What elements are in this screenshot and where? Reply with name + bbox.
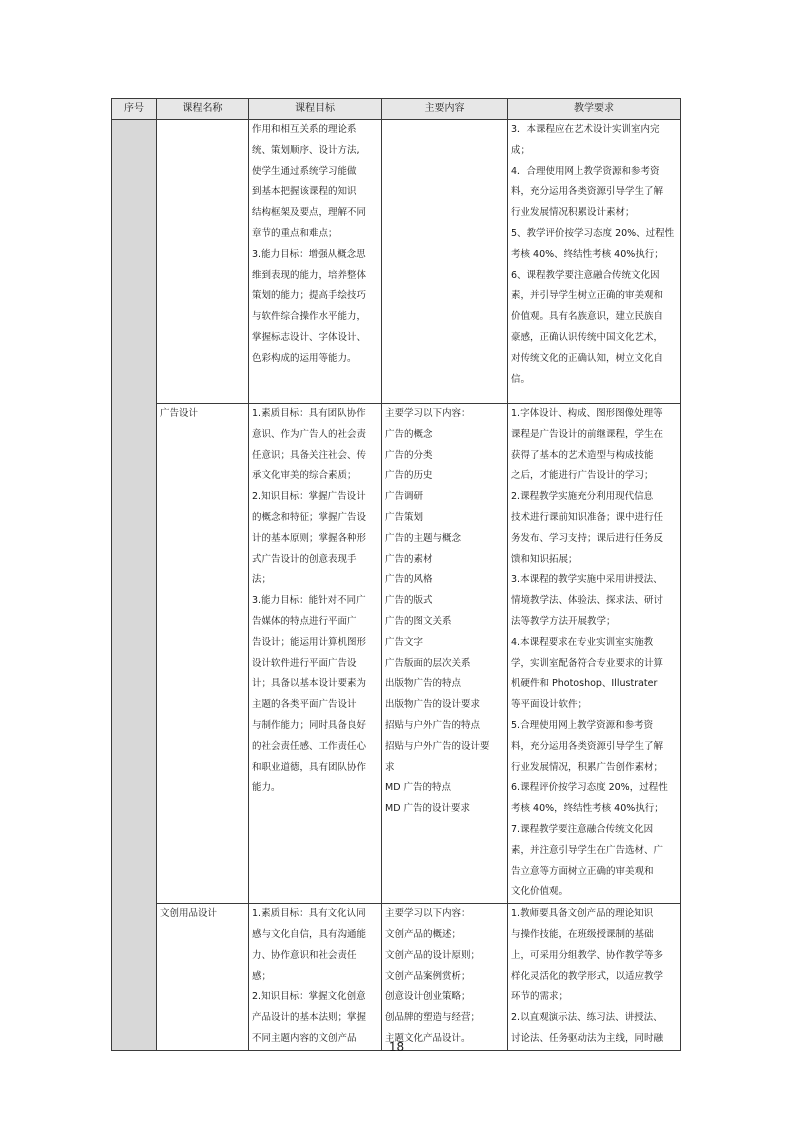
course-goal-cell	[249, 904, 382, 1051]
cell-line: 1.素质目标：具有团队协作	[252, 408, 366, 419]
cell-line: 讨论法、任务驱动法为主线，同时融	[511, 1032, 664, 1044]
cell-line: 计；具备以基本设计要素为	[252, 678, 367, 690]
cell-line: 与操作技能，在班级授课制的基础	[511, 928, 654, 940]
seq-cell	[112, 120, 157, 1051]
cell-line: 信。	[511, 373, 531, 385]
cell-line: 广告的概念	[385, 428, 433, 440]
cell-line: 文创产品的设计原则；	[385, 949, 481, 961]
cell-line: 能力。	[252, 782, 281, 794]
table-row	[112, 120, 681, 404]
cell-line: 料，充分运用各类资源引导学生了解	[511, 186, 664, 198]
cell-line: 2.知识目标：掌握文化创意	[252, 991, 366, 1003]
header-teaching-requirements: 教学要求	[508, 99, 681, 120]
cell-line: 与制作能力；同时具备良好	[252, 719, 367, 731]
cell-line: 学，实训室配备符合专业要求的计算	[511, 657, 664, 669]
cell-line: 感与文化自信，具有沟通能	[252, 928, 367, 940]
cell-line: 样化灵活化的教学形式，以适应教学	[511, 970, 664, 982]
header-course-name: 课程名称	[157, 99, 249, 120]
cell-line: 获得了基本的艺术造型与构成技能	[511, 449, 654, 461]
curriculum-table	[111, 98, 681, 1051]
cell-line: 对传统文化的正确认知，树立文化自	[511, 352, 664, 364]
cell-line: 2.以直观演示法、练习法、讲授法、	[511, 1012, 663, 1024]
cell-line: 掌握标志设计、字体设计、	[252, 331, 367, 343]
teaching-requirements-cell	[508, 904, 681, 1051]
cell-line: 力、协作意识和社会责任	[252, 949, 357, 961]
cell-line: 告立意等方面树立正确的审美观和	[511, 865, 654, 877]
cell-line: 4．合理使用网上教学资源和参考资	[511, 165, 660, 177]
cell-line: 考核 40%，终结性考核 40%执行；	[511, 803, 664, 815]
cell-line: 的社会责任感、工作责任心	[252, 740, 367, 752]
table-header-row	[112, 99, 681, 120]
cell-line: 豪感，正确认识传统中国文化艺术，	[511, 331, 664, 343]
cell-line: 广告策划	[385, 511, 424, 523]
cell-line: 价值观。具有名族意识，建立民族自	[511, 311, 664, 323]
cell-line: 色彩构成的运用等能力。	[252, 352, 357, 364]
cell-line: 文创产品案例赏析；	[385, 970, 471, 982]
cell-line: 维到表现的能力，培养整体	[252, 269, 367, 281]
cell-line: 广告的风格	[385, 574, 433, 586]
cell-line: 广告调研	[385, 491, 424, 503]
cell-line: 之后，才能进行广告设计的学习；	[511, 470, 654, 482]
table-row	[112, 904, 681, 1051]
cell-line: 广告的分类	[385, 449, 433, 461]
cell-line: 等平面设计软件；	[511, 699, 588, 711]
cell-line: 到基本把握该课程的知识	[252, 186, 357, 198]
header-seq: 序号	[112, 99, 157, 120]
cell-line: 广告版面的层次关系	[385, 657, 471, 669]
cell-line: 广告的素材	[385, 553, 433, 565]
course-name-cell	[157, 404, 249, 904]
cell-line: 广告的版式	[385, 595, 433, 607]
cell-line: 感；	[252, 970, 272, 982]
cell-line: 广告的图文关系	[385, 615, 452, 627]
cell-line: 主要学习以下内容：	[385, 408, 471, 419]
cell-line: 情境教学法、体验法、探求法、研讨	[511, 595, 664, 607]
cell-line: 1.字体设计、构成、图形图像处理等	[511, 408, 663, 419]
cell-line: 招贴与户外广告的特点	[385, 719, 481, 731]
cell-line: 课程是广告设计的前继课程，学生在	[511, 428, 664, 440]
cell-line: 7.课程教学要注意融合传统文化因	[511, 823, 654, 835]
course-name-cell	[157, 120, 249, 404]
cell-line: 的概念和特征；掌握广告设	[252, 511, 367, 523]
cell-line: 广告的历史	[385, 470, 433, 482]
main-content-cell	[382, 404, 508, 904]
cell-line: 告设计；能运用计算机图形	[252, 636, 367, 648]
cell-line: MD 广告的特点	[385, 782, 452, 794]
cell-line: 出版物广告的设计要求	[385, 699, 481, 711]
cell-line: 主要学习以下内容：	[385, 908, 471, 920]
cell-line: 考核 40%、终结性考核 40%执行；	[511, 248, 664, 260]
cell-line: 6.课程评价按学习态度 20%，过程性	[511, 782, 668, 794]
cell-line: 广告文字	[385, 636, 424, 648]
cell-line: 结构框架及要点，理解不同	[252, 207, 367, 219]
table-row	[112, 404, 681, 904]
cell-line: 馈和知识拓展；	[511, 553, 578, 565]
cell-line: 3.能力目标：增强从概念思	[252, 248, 366, 260]
cell-line: 环节的需求；	[511, 991, 569, 1003]
page-number: 18	[388, 1040, 405, 1054]
teaching-requirements-cell	[508, 404, 681, 904]
cell-line: 5、教学评价按学习态度 20%、过程性	[511, 227, 675, 239]
cell-line: 承文化审美的综合素质；	[252, 470, 357, 482]
cell-line: 不同主题内容的文创产品	[252, 1032, 357, 1044]
cell-line: 2.知识目标：掌握广告设计	[252, 491, 366, 503]
cell-line: 1.教师要具备文创产品的理论知识	[511, 908, 654, 920]
cell-line: 4.本课程要求在专业实训室实施教	[511, 636, 654, 648]
cell-line: 设计软件进行平面广告设	[252, 657, 357, 669]
cell-line: 出版物广告的特点	[385, 678, 462, 690]
cell-line: 和职业道德，具有团队协作	[252, 761, 367, 773]
cell-line: 文创产品的概述；	[385, 928, 462, 940]
cell-line: 上，可采用分组教学、协作教学等多	[511, 949, 664, 961]
header-main-content: 主要内容	[382, 99, 508, 120]
cell-line: 意识、作为广告人的社会责	[252, 428, 367, 440]
cell-line: 技术进行课前知识准备；课中进行任	[511, 511, 664, 523]
cell-line: 主题文化产品设计。	[385, 1032, 471, 1044]
cell-line: 计的基本原则；掌握各种形	[252, 532, 367, 544]
cell-line: 3.本课程的教学实施中采用讲授法、	[511, 574, 663, 586]
header-course-goal: 课程目标	[249, 99, 382, 120]
cell-line: 法等教学方法开展教学；	[511, 615, 616, 627]
cell-line: 招贴与户外广告的设计要	[385, 740, 490, 752]
course-name: 广告设计	[160, 408, 199, 419]
cell-line: 法；	[252, 574, 272, 586]
cell-line: 6、课程教学要注意融合传统文化因	[511, 269, 660, 281]
cell-line: 1.素质目标：具有文化认同	[252, 908, 366, 920]
cell-line: 料，充分运用各类资源引导学生了解	[511, 740, 664, 752]
cell-line: 3．本课程应在艺术设计实训室内完	[511, 124, 660, 135]
cell-line: 使学生通过系统学习能做	[252, 165, 357, 177]
cell-line: 行业发展情况，积累广告创作素材；	[511, 761, 664, 773]
cell-line: 与软件综合操作水平能力，	[252, 311, 367, 323]
cell-line: 创品牌的塑造与经营；	[385, 1012, 481, 1024]
cell-line: 作用和相互关系的理论系	[252, 124, 357, 135]
cell-line: 文化价值观。	[511, 886, 569, 898]
cell-line: 章节的重点和难点；	[252, 227, 338, 239]
cell-line: 2.课程教学实施充分利用现代信息	[511, 491, 654, 503]
cell-line: 3.能力目标：能针对不同广	[252, 595, 366, 607]
cell-line: 求	[385, 761, 395, 773]
cell-line: 统、策划顺序、设计方法,	[252, 144, 360, 156]
cell-line: 产品设计的基本法则；掌握	[252, 1012, 367, 1024]
course-name: 文创用品设计	[160, 908, 218, 920]
main-content-cell	[382, 120, 508, 404]
cell-line: 务发布、学习支持；课后进行任务反	[511, 532, 664, 544]
cell-line: 式广告设计的创意表现手	[252, 553, 357, 565]
main-content-cell	[382, 904, 508, 1051]
cell-line: 创意设计创业策略；	[385, 991, 471, 1003]
course-goal-cell	[249, 404, 382, 904]
cell-line: 成；	[511, 144, 531, 156]
cell-line: 5.合理使用网上教学资源和参考资	[511, 719, 654, 731]
cell-line: 素，并引导学生树立正确的审美观和	[511, 290, 664, 302]
course-name-cell	[157, 904, 249, 1051]
teaching-requirements-cell	[508, 120, 681, 404]
course-goal-cell	[249, 120, 382, 404]
cell-line: 机硬件和 Photoshop、Illustrater	[511, 678, 658, 690]
cell-line: 行业发展情况积累设计素材；	[511, 207, 635, 219]
cell-line: MD 广告的设计要求	[385, 803, 471, 815]
cell-line: 广告的主题与概念	[385, 532, 462, 544]
cell-line: 主题的各类平面广告设计	[252, 699, 357, 711]
cell-line: 告媒体的特点进行平面广	[252, 615, 357, 627]
cell-line: 任意识；具备关注社会、传	[252, 449, 367, 461]
cell-line: 素，并注意引导学生在广告选材、广	[511, 844, 664, 856]
cell-line: 策划的能力；提高手绘技巧	[252, 290, 367, 302]
